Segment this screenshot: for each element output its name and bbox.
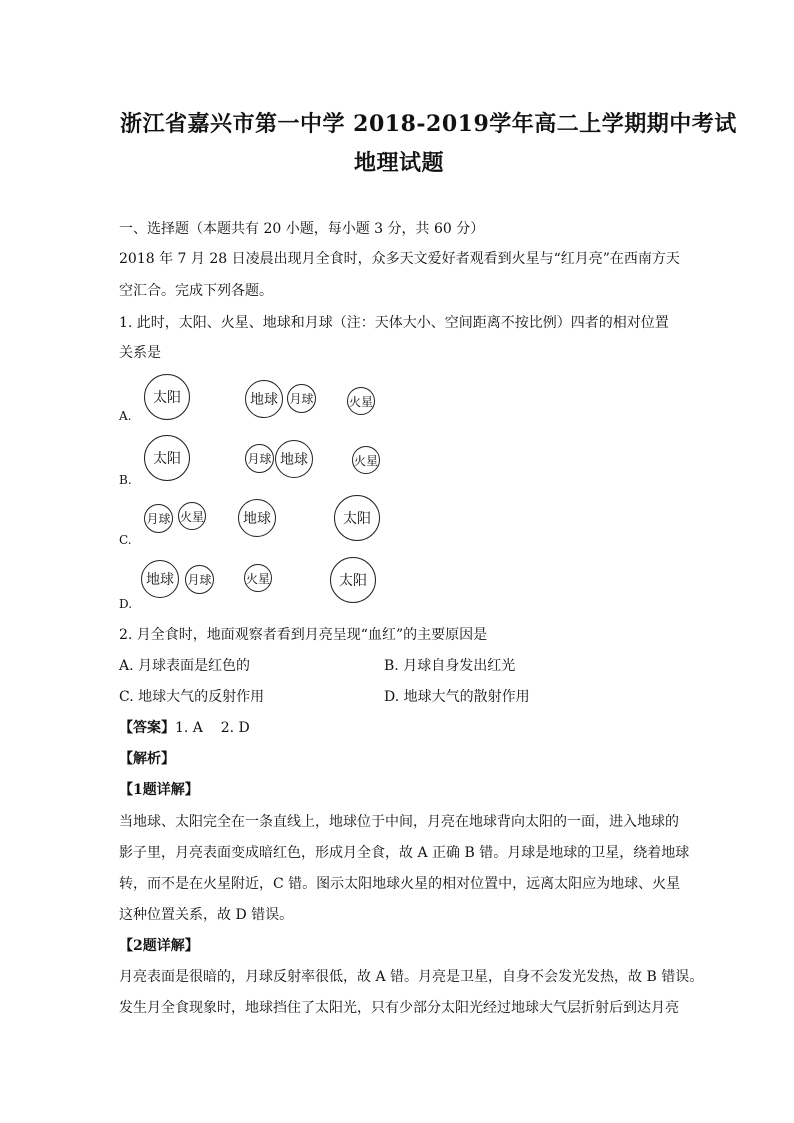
intro-line-1: 2018 年 7 月 28 日凌晨出现月全食时，众多天文爱好者观看到火星与“红月亮”在西南方天 bbox=[119, 251, 680, 267]
q1-analysis-line-3: 转，而不是在火星附近，C 错。图示太阳地球火星的相对位置中，远离太阳应为地球、火星 bbox=[119, 876, 681, 892]
moon-circle bbox=[144, 504, 173, 533]
body-label: 月球 bbox=[146, 512, 171, 526]
analysis-label: 【解析】 bbox=[119, 751, 175, 767]
moon-circle bbox=[185, 565, 214, 594]
moon-circle bbox=[245, 444, 274, 473]
earth-circle bbox=[245, 380, 283, 418]
earth-circle bbox=[141, 560, 179, 598]
q2-option-a[interactable]: A. 月球表面是红色的 bbox=[119, 658, 251, 674]
q1-stem-line-2: 关系是 bbox=[119, 345, 161, 361]
mars-circle bbox=[244, 564, 272, 592]
q2-option-d[interactable]: D. 地球大气的散射作用 bbox=[384, 689, 530, 705]
sun-circle bbox=[334, 495, 380, 541]
answer-text: 1. A 2. D bbox=[175, 720, 250, 736]
option-letter: D. bbox=[119, 597, 133, 611]
sun-circle bbox=[330, 557, 376, 603]
body-label: 地球 bbox=[243, 511, 271, 527]
q1-analysis-label: 【1题详解】 bbox=[119, 782, 199, 798]
mars-circle bbox=[178, 502, 206, 530]
answer-label: 【答案】 bbox=[119, 720, 175, 736]
body-label: 火星 bbox=[245, 571, 270, 586]
body-label: 地球 bbox=[280, 452, 308, 468]
q2-option-b[interactable]: B. 月球自身发出红光 bbox=[384, 658, 516, 674]
mars-circle bbox=[347, 387, 375, 415]
option-letter: C. bbox=[119, 533, 132, 547]
q2-analysis-label: 【2题详解】 bbox=[119, 938, 199, 954]
sun-circle bbox=[144, 374, 190, 420]
intro-line-2: 空汇合。完成下列各题。 bbox=[119, 283, 273, 299]
body-label: 地球 bbox=[250, 392, 278, 408]
document-subtitle: 地理试题 bbox=[354, 150, 445, 176]
body-label: 火星 bbox=[353, 453, 378, 468]
body-label: 火星 bbox=[179, 509, 204, 524]
answer-row bbox=[119, 717, 250, 737]
body-label: 太阳 bbox=[153, 451, 181, 467]
body-label: 火星 bbox=[348, 394, 373, 409]
body-label: 月球 bbox=[187, 573, 212, 587]
body-label: 太阳 bbox=[339, 573, 367, 589]
q2-analysis-line-1: 月亮表面是很暗的，月球反射率很低，故 A 错。月亮是卫星，自身不会发光发热，故 B 错误。 bbox=[119, 969, 704, 985]
section-heading: 一、选择题（本题共有 20 小题，每小题 3 分，共 60 分） bbox=[119, 221, 485, 237]
body-label: 太阳 bbox=[153, 390, 181, 406]
body-label: 月球 bbox=[247, 452, 272, 466]
mars-circle bbox=[352, 446, 380, 474]
earth-circle bbox=[275, 440, 313, 478]
q1-analysis-line-2: 影子里，月亮表面变成暗红色，形成月全食，故 A 正确 B 错。月球是地球的卫星，绕着地球 bbox=[119, 845, 690, 861]
q1-stem-line-1: 1. 此时，太阳、火星、地球和月球（注：天体大小、空间距离不按比例）四者的相对位置 bbox=[119, 315, 669, 331]
q2-analysis-line-2: 发生月全食现象时，地球挡住了太阳光，只有少部分太阳光经过地球大气层折射后到达月亮 bbox=[119, 1000, 679, 1016]
option-letter: B. bbox=[119, 473, 132, 487]
earth-circle bbox=[238, 499, 276, 537]
q1-analysis-line-4: 这种位置关系，故 D 错误。 bbox=[119, 907, 294, 923]
moon-circle bbox=[287, 384, 316, 413]
q1-analysis-line-1: 当地球、太阳完全在一条直线上，地球位于中间，月亮在地球背向太阳的一面，进入地球的 bbox=[119, 814, 679, 830]
document-title: 浙江省嘉兴市第一中学 2018-2019学年高二上学期期中考试 bbox=[120, 111, 737, 137]
q2-stem: 2. 月全食时，地面观察者看到月亮呈现“血红”的主要原因是 bbox=[119, 627, 488, 643]
sun-circle bbox=[144, 435, 190, 481]
body-label: 地球 bbox=[146, 572, 174, 588]
option-letter: A. bbox=[119, 409, 132, 423]
body-label: 月球 bbox=[289, 392, 314, 406]
body-label: 太阳 bbox=[343, 511, 371, 527]
q2-option-c[interactable]: C. 地球大气的反射作用 bbox=[119, 689, 265, 705]
